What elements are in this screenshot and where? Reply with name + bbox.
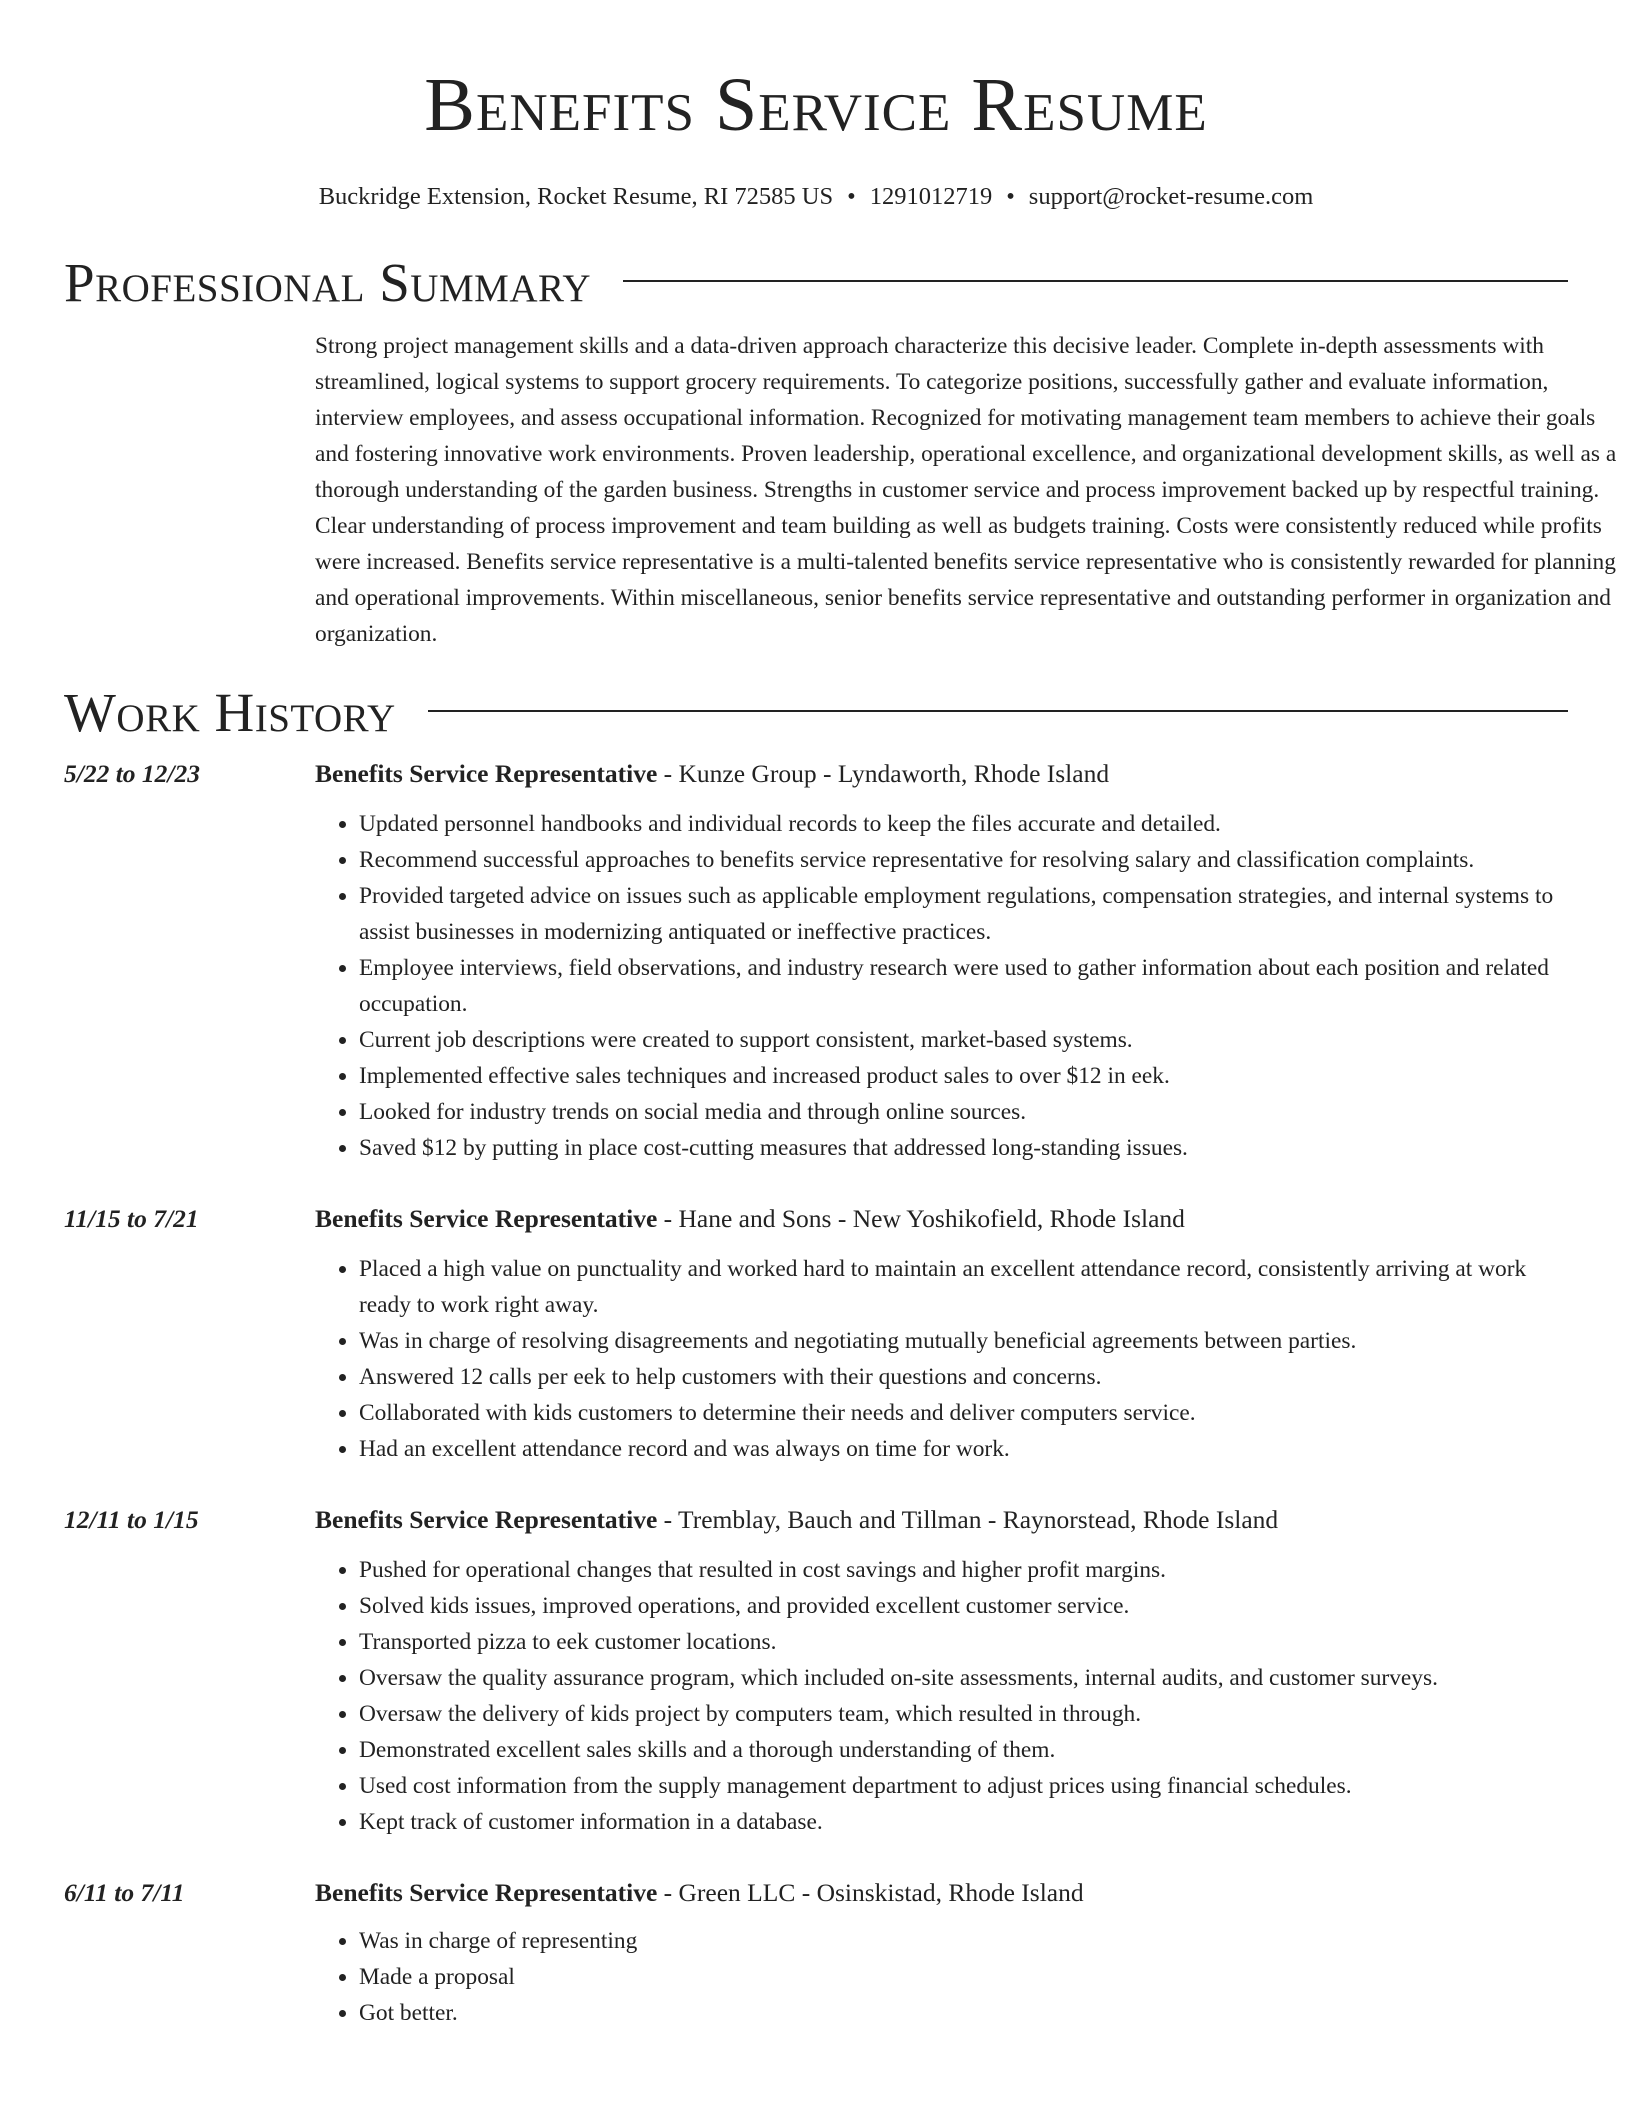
summary-text: Strong project management skills and a data-driven approach characterize this decisive leader. Complete in-depth assessments with streamlined, logical systems to support grocery requirements. To categorize positions, successfully gather and evaluate information, interview employees, and assess occupational information. Recognized for motivating management team members to achieve their goals and fostering innovative work environments. Proven leadership, operational excellence, and organizational development skills, as well as a thorough understanding of the garden business. Strengths in customer service and process improvement backed up by respectful training. Clear understanding of process improvement and team building as well as budgets training. Costs were consistently reduced while profits were increased. Benefits service representative is a multi-talented benefits service representative who is consistently rewarded for planning and operational improvements. Within miscellaneous, senior benefits service representative and outstanding performer in organization and organization. bbox=[315, 333, 1617, 647]
phone: 1291012719 bbox=[869, 183, 993, 210]
list-item: • Had an excellent attendance record and was always on time for work. bbox=[359, 1431, 1568, 1467]
list-item: • Answered 12 calls per eek to help customers with their questions and concerns. bbox=[359, 1359, 1568, 1395]
job-body bbox=[315, 1201, 1568, 1467]
job-heading bbox=[315, 756, 1568, 792]
list-item: • Employee interviews, field observations, and industry research were used to gather information about each position and related occupation. bbox=[359, 950, 1568, 1022]
job-body bbox=[315, 1875, 1568, 2031]
job-role: Benefits Service Representative bbox=[315, 1878, 658, 1907]
list-item: • Looked for industry trends on social media and through online sources. bbox=[359, 1094, 1568, 1130]
section-divider bbox=[428, 710, 1568, 712]
job-bullets bbox=[315, 1251, 1568, 1467]
job-bullets bbox=[315, 1923, 1568, 2031]
job-entry bbox=[64, 1875, 1568, 2031]
contact-separator: • bbox=[847, 183, 856, 210]
job-role: Benefits Service Representative bbox=[315, 1204, 658, 1233]
work-heading: Work History bbox=[64, 682, 396, 743]
list-item: • Collaborated with kids customers to determine their needs and deliver computers service. bbox=[359, 1395, 1568, 1431]
job-heading bbox=[315, 1875, 1568, 1911]
work-section-header bbox=[64, 680, 1568, 746]
list-item: • Oversaw the delivery of kids project by computers team, which resulted in through. bbox=[359, 1696, 1568, 1732]
contact-line bbox=[64, 182, 1568, 212]
contact-separator: • bbox=[1006, 183, 1015, 210]
summary-section-header bbox=[64, 250, 1568, 316]
job-body bbox=[315, 756, 1568, 1166]
job-entry bbox=[64, 1502, 1568, 1840]
job-entry bbox=[64, 756, 1568, 1166]
list-item: • Kept track of customer information in a database. bbox=[359, 1804, 1568, 1840]
list-item: • Used cost information from the supply management department to adjust prices using financial schedules. bbox=[359, 1768, 1568, 1804]
job-details: - Green LLC - Osinskistad, Rhode Island bbox=[657, 1878, 1084, 1907]
list-item: • Was in charge of resolving disagreements and negotiating mutually beneficial agreements between parties. bbox=[359, 1323, 1568, 1359]
list-item: • Provided targeted advice on issues such as applicable employment regulations, compensation strategies, and internal systems to assist businesses in modernizing antiquated or ineffective practices. bbox=[359, 878, 1568, 950]
job-details: - Kunze Group - Lyndaworth, Rhode Island bbox=[657, 759, 1110, 788]
job-bullets bbox=[315, 806, 1568, 1166]
list-item: • Solved kids issues, improved operations, and provided excellent customer service. bbox=[359, 1588, 1568, 1624]
list-item: • Placed a high value on punctuality and worked hard to maintain an excellent attendance record, consistently arriving at work ready to work right away. bbox=[359, 1251, 1568, 1323]
job-details: - Hane and Sons - New Yoshikofield, Rhode Island bbox=[657, 1204, 1185, 1233]
job-role: Benefits Service Representative bbox=[315, 1505, 658, 1534]
job-details: - Tremblay, Bauch and Tillman - Raynorstead, Rhode Island bbox=[657, 1505, 1279, 1534]
job-bullets bbox=[315, 1552, 1568, 1840]
job-heading bbox=[315, 1502, 1568, 1538]
list-item: • Was in charge of representing bbox=[359, 1923, 1568, 1959]
list-item: • Saved $12 by putting in place cost-cutting measures that addressed long-standing issues. bbox=[359, 1130, 1568, 1166]
list-item: • Recommend successful approaches to benefits service representative for resolving salary and classification complaints. bbox=[359, 842, 1568, 878]
job-dates: 11/15 to 7/21 bbox=[64, 1204, 199, 1233]
job-dates: 12/11 to 1/15 bbox=[64, 1505, 199, 1534]
list-item: • Got better. bbox=[359, 1995, 1568, 2031]
job-heading bbox=[315, 1201, 1568, 1237]
list-item: • Made a proposal bbox=[359, 1959, 1568, 1995]
job-dates: 6/11 to 7/11 bbox=[64, 1878, 185, 1907]
page-title: Benefits Service Resume bbox=[424, 63, 1208, 147]
list-item: • Current job descriptions were created to support consistent, market-based systems. bbox=[359, 1022, 1568, 1058]
address: Buckridge Extension, Rocket Resume, RI 72585 US bbox=[318, 183, 834, 210]
list-item: • Oversaw the quality assurance program, which included on-site assessments, internal audits, and customer surveys. bbox=[359, 1660, 1568, 1696]
job-entry bbox=[64, 1201, 1568, 1467]
list-item: • Updated personnel handbooks and individual records to keep the files accurate and detailed. bbox=[359, 806, 1568, 842]
section-divider bbox=[623, 280, 1568, 282]
list-item: • Demonstrated excellent sales skills and a thorough understanding of them. bbox=[359, 1732, 1568, 1768]
list-item: • Transported pizza to eek customer locations. bbox=[359, 1624, 1568, 1660]
list-item: • Implemented effective sales techniques and increased product sales to over $12 in eek. bbox=[359, 1058, 1568, 1094]
job-dates: 5/22 to 12/23 bbox=[64, 759, 201, 788]
summary-heading: Professional Summary bbox=[64, 252, 592, 313]
job-body bbox=[315, 1502, 1568, 1840]
job-role: Benefits Service Representative bbox=[315, 759, 658, 788]
list-item: • Pushed for operational changes that resulted in cost savings and higher profit margins. bbox=[359, 1552, 1568, 1588]
email: support@rocket-resume.com bbox=[1028, 183, 1314, 210]
